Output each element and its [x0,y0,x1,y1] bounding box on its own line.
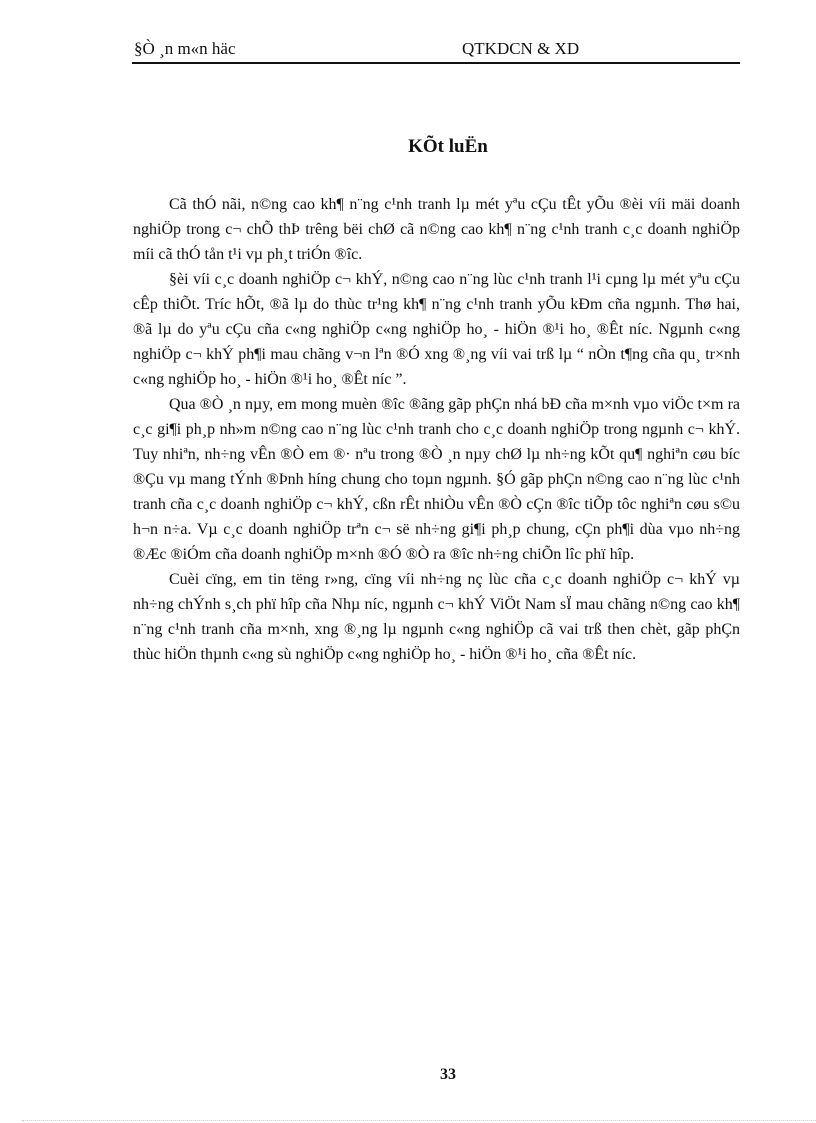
page-title: KÕt luËn [408,136,488,157]
bottom-divider [22,1120,816,1121]
paragraph-4: Cuèi cïng, em tin tëng r»ng, cïng víi nh÷ng nç lùc cña c¸c doanh nghiÖp c¬ khÝ vµ nh÷ng chÝnh s¸ch phï hîp cña Nhµ níc, ngµnh c¬ khÝ ViÖt Nam sÏ mau chãng n©ng cao kh¶ n¨ng c¹nh tranh cña m×nh, xng ®¸ng lµ ngµnh c«ng nghiÖp cã vai trß then chèt, gãp phÇn thùc hiÖn thµnh c«ng sù nghiÖp c«ng nghiÖp ho¸ - hiÖn ®¹i ho¸ cña ®Êt níc. [133,571,740,663]
body-text [133,192,740,667]
header-left-text: §Ò ¸n m«n häc [134,39,236,58]
header-right-text: QTKDCN & XD [462,39,580,58]
paragraph-1: Cã thÓ nãi, n©ng cao kh¶ n¨ng c¹nh tranh lµ mét yªu cÇu tÊt yÕu ®èi víi mäi doanh nghiÖp trong c¬ chÕ thÞ trêng bëi chØ cã n©ng cao kh¶ n¨ng c¹nh tranh c¸c doanh nghiÖp míi cã thÓ tån t¹i vµ ph¸t triÓn ®îc. [133,196,740,263]
running-header [132,36,740,64]
page-number: 33 [440,1066,456,1083]
paragraph-2: §èi víi c¸c doanh nghiÖp c¬ khÝ, n©ng cao n¨ng lùc c¹nh tranh l¹i cµng lµ mét yªu cÇu cÊp thiÕt. Tríc hÕt, ®ã lµ do thùc tr¹ng kh¶ n¨ng c¹nh tranh yÕu kÐm cña ngµnh. Thø hai, ®ã lµ do yªu cÇu cña c«ng nghiÖp c«ng nghiÖp ho¸ - hiÖn ®¹i ho¸ ®Êt níc. Ngµnh c«ng nghiÖp c¬ khÝ ph¶i mau chãng v¬n lªn ®Ó xng ®¸ng víi vai trß lµ “ nÒn t¶ng cña qu¸ tr×nh c«ng nghiÖp ho¸ - hiÖn ®¹i ho¸ ®Êt níc ”. [133,271,740,388]
paragraph-3: Qua ®Ò ¸n nµy, em mong muèn ®îc ®ãng gãp phÇn nhá bÐ cña m×nh vµo viÖc t×m ra c¸c gi¶i ph¸p nh»m n©ng cao n¨ng lùc c¹nh tranh cho c¸c doanh nghiÖp trong ngµnh c¬ khÝ. Tuy nhiªn, nh÷ng vÊn ®Ò em ®· nªu trong ®Ò ¸n nµy chØ lµ nh÷ng kÕt qu¶ nghiªn cøu bíc ®Çu vµ mang tÝnh ®Þnh híng chung cho toµn ngµnh. §Ó gãp phÇn n©ng cao n¨ng lùc c¹nh tranh cña c¸c doanh nghiÖp c¬ khÝ, cßn rÊt nhiÒu vÊn ®Ò cÇn ®îc tiÕp tôc nghiªn cøu s©u h¬n n÷a. Vµ c¸c doanh nghiÖp trªn c¬ së nh÷ng gi¶i ph¸p chung, cÇn ph¶i dùa vµo nh÷ng ®Æc ®iÓm cña doanh nghiÖp m×nh ®Ó ®Ò ra ®îc nh÷ng chiÕn lîc phï hîp. [133,396,740,563]
